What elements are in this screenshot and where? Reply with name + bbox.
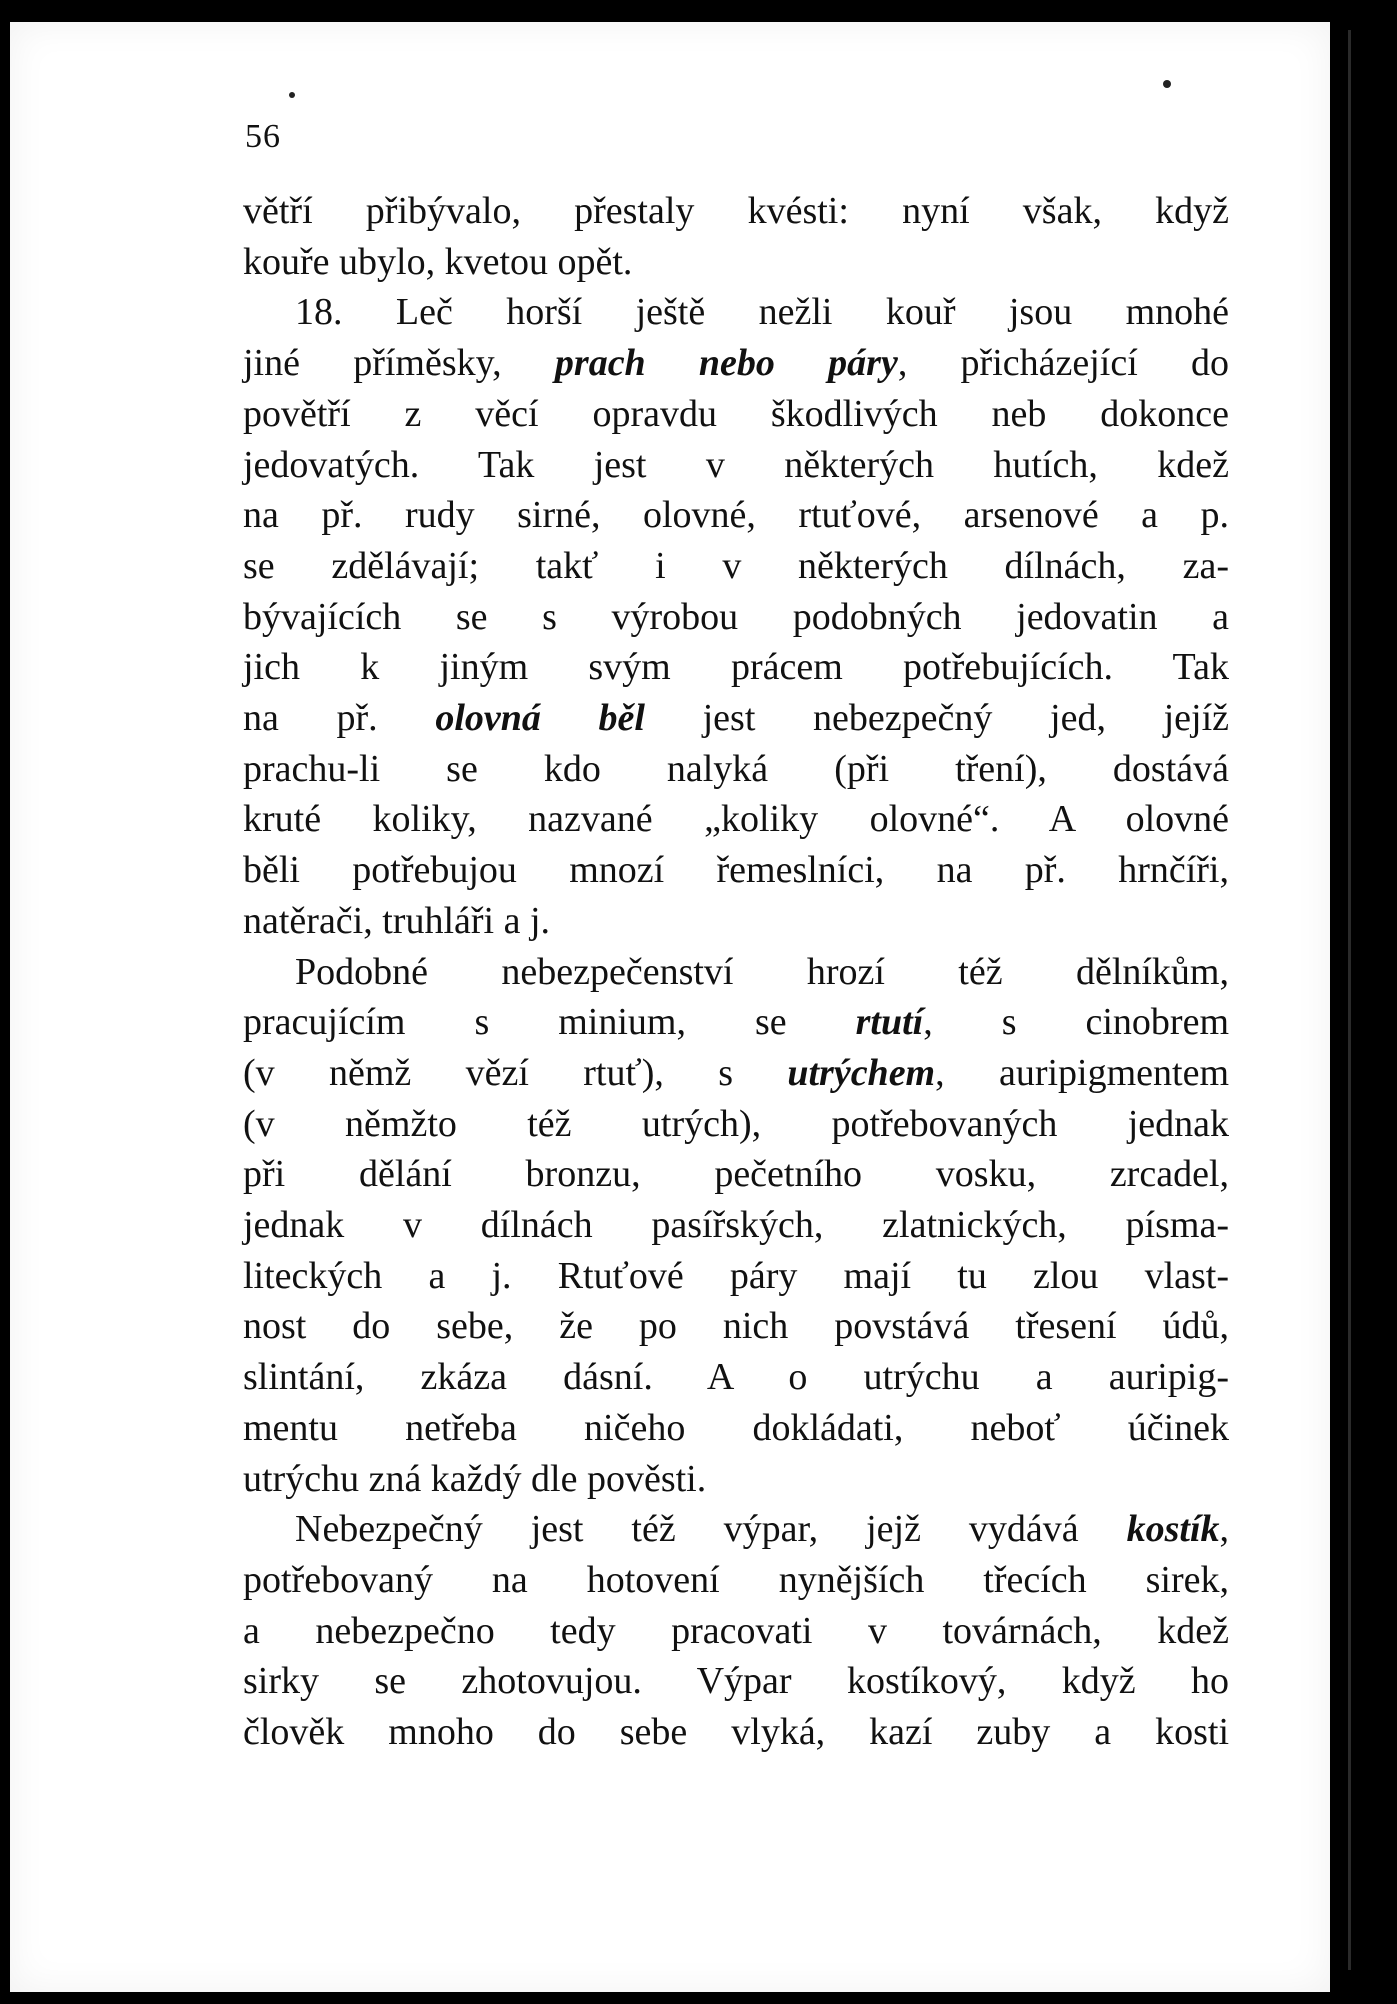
text-line: při dělání bronzu, pečetního vosku, zrcadel, <box>243 1153 1229 1196</box>
text-line: na př. rudy sirné, olovné, rtuťové, arsenové a p. <box>243 494 1229 537</box>
text-line: větří přibývalo, přestaly kvésti: nyní však, když <box>243 190 1229 232</box>
text-line: běli potřebujou mnozí řemeslníci, na př. hrnčíři, <box>243 849 1229 892</box>
text-line: mentu netřeba ničeho dokládati, neboť účinek <box>243 1406 1229 1449</box>
print-speck <box>1163 80 1171 88</box>
text-line: a nebezpečno tedy pracovati v továrnách, kdež <box>243 1609 1229 1652</box>
text-line: nost do sebe, že po nich povstává třesení údů, <box>243 1305 1229 1348</box>
body-text <box>243 186 1229 1758</box>
text-line: Nebezpečný jest též výpar, jejž vydává kostík, <box>295 1508 1229 1551</box>
text-line: utrýchu zná každý dle pověsti. <box>243 1457 707 1500</box>
text-line: jedovatých. Tak jest v některých hutích, kdež <box>243 443 1229 486</box>
page-number: 56 <box>245 118 281 155</box>
text-line: kruté koliky, nazvané „koliky olovné“. A olovné <box>243 798 1229 841</box>
text-line: (v němžto též utrých), potřebovaných jednak <box>243 1102 1229 1145</box>
text-line: jich k jiným svým prácem potřebujících. Tak <box>243 646 1229 689</box>
text-line: se zdělávají; takť i v některých dílnách, za- <box>243 544 1229 587</box>
text-line: pracujícím s minium, se rtutí, s cinobrem <box>243 1001 1230 1044</box>
text-line: člověk mnoho do sebe vlyká, kazí zuby a kosti <box>243 1711 1229 1754</box>
text-line: sirky se zhotovujou. Výpar kostíkový, když ho <box>243 1660 1229 1703</box>
text-line: na př. olovná běl jest nebezpečný jed, jejíž <box>243 697 1229 740</box>
text-line: Podobné nebezpečenství hrozí též dělníkům, <box>295 950 1229 993</box>
emphasis: utrýchem <box>787 1051 936 1094</box>
emphasis: rtutí <box>855 1001 924 1044</box>
text-line: 18. Leč horší ještě nežli kouř jsou mnohé <box>295 291 1229 334</box>
book-spine-shadow <box>1335 0 1397 2004</box>
text-line: potřebovaný na hotovení nynějších třecích sirek, <box>243 1558 1229 1601</box>
text-line: (v němž vězí rtuť), s utrýchem, auripigmentem <box>243 1051 1230 1094</box>
emphasis: kostík <box>1126 1508 1220 1551</box>
text-line: natěrači, truhláři a j. <box>243 899 551 942</box>
text-line: kouře ubylo, kvetou opět. <box>243 240 633 283</box>
page-edge-line <box>1348 30 1351 1970</box>
text-line: prachu-li se kdo nalyká (při tření), dostává <box>243 747 1229 790</box>
text-line: jednak v dílnách pasířských, zlatnických, písma- <box>243 1204 1229 1247</box>
text-line: liteckých a j. Rtuťové páry mají tu zlou vlast- <box>243 1254 1229 1297</box>
emphasis: prach nebo páry <box>554 342 898 385</box>
text-line: bývajících se s výrobou podobných jedovatin a <box>243 595 1229 638</box>
text-line: povětří z věcí opravdu škodlivých neb dokonce <box>243 392 1229 435</box>
emphasis: olovná běl <box>435 697 645 740</box>
text-line: slintání, zkáza dásní. A o utrýchu a auripig- <box>243 1356 1229 1399</box>
text-line: jiné příměsky, prach nebo páry, přicházející do <box>243 342 1229 385</box>
print-speck <box>289 92 295 98</box>
